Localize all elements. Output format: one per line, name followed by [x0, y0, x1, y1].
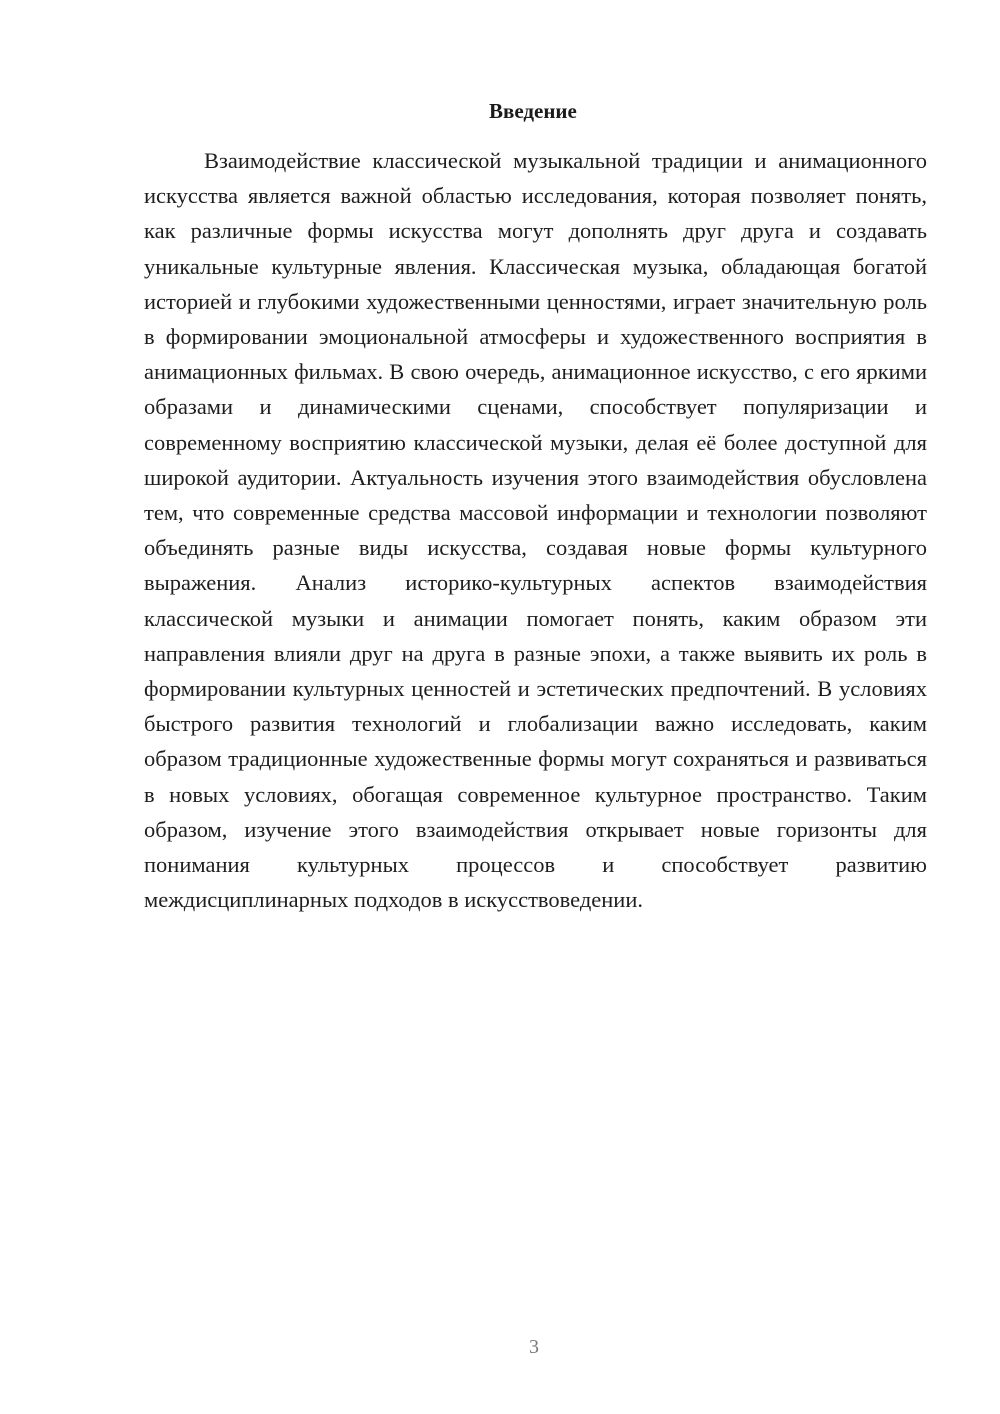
page-number: 3	[529, 1336, 539, 1358]
section-heading: Введение	[489, 99, 577, 123]
body-paragraph: Взаимодействие классической музыкальной традиции и анимационного искусства является важной областью исследования, которая позволяет понять, как различные формы искусства могут дополнять друг друга и создавать уникальные культурные явления. Классическая музыка, обладающая богатой историей и глубокими художественными ценностями, играет значительную роль в формировании эмоциональной атмосферы и художественного восприятия в анимационных фильмах. В свою очередь, анимационное искусство, с его яркими образами и динамическими сценами, способствует популяризации и современному восприятию классической музыки, делая её более доступной для широкой аудитории. Актуальность изучения этого взаимодействия обусловлена тем, что современные средства массовой информации и технологии позволяют объединять разные виды искусства, создавая новые формы культурного выражения. Анализ историко-культурных аспектов взаимодействия классической музыки и анимации помогает понять, каким образом эти направления влияли друг на друга в разные эпохи, а также выявить их роль в формировании культурных ценностей и эстетических предпочтений. В условиях быстрого развития технологий и глобализации важно исследовать, каким образом традиционные художественные формы могут сохраняться и развиваться в новых условиях, обогащая современное культурное пространство. Таким образом, изучение этого взаимодействия открывает новые горизонты для понимания культурных процессов и способствует развитию междисциплинарных подходов в искусствоведении.	[144, 148, 927, 913]
